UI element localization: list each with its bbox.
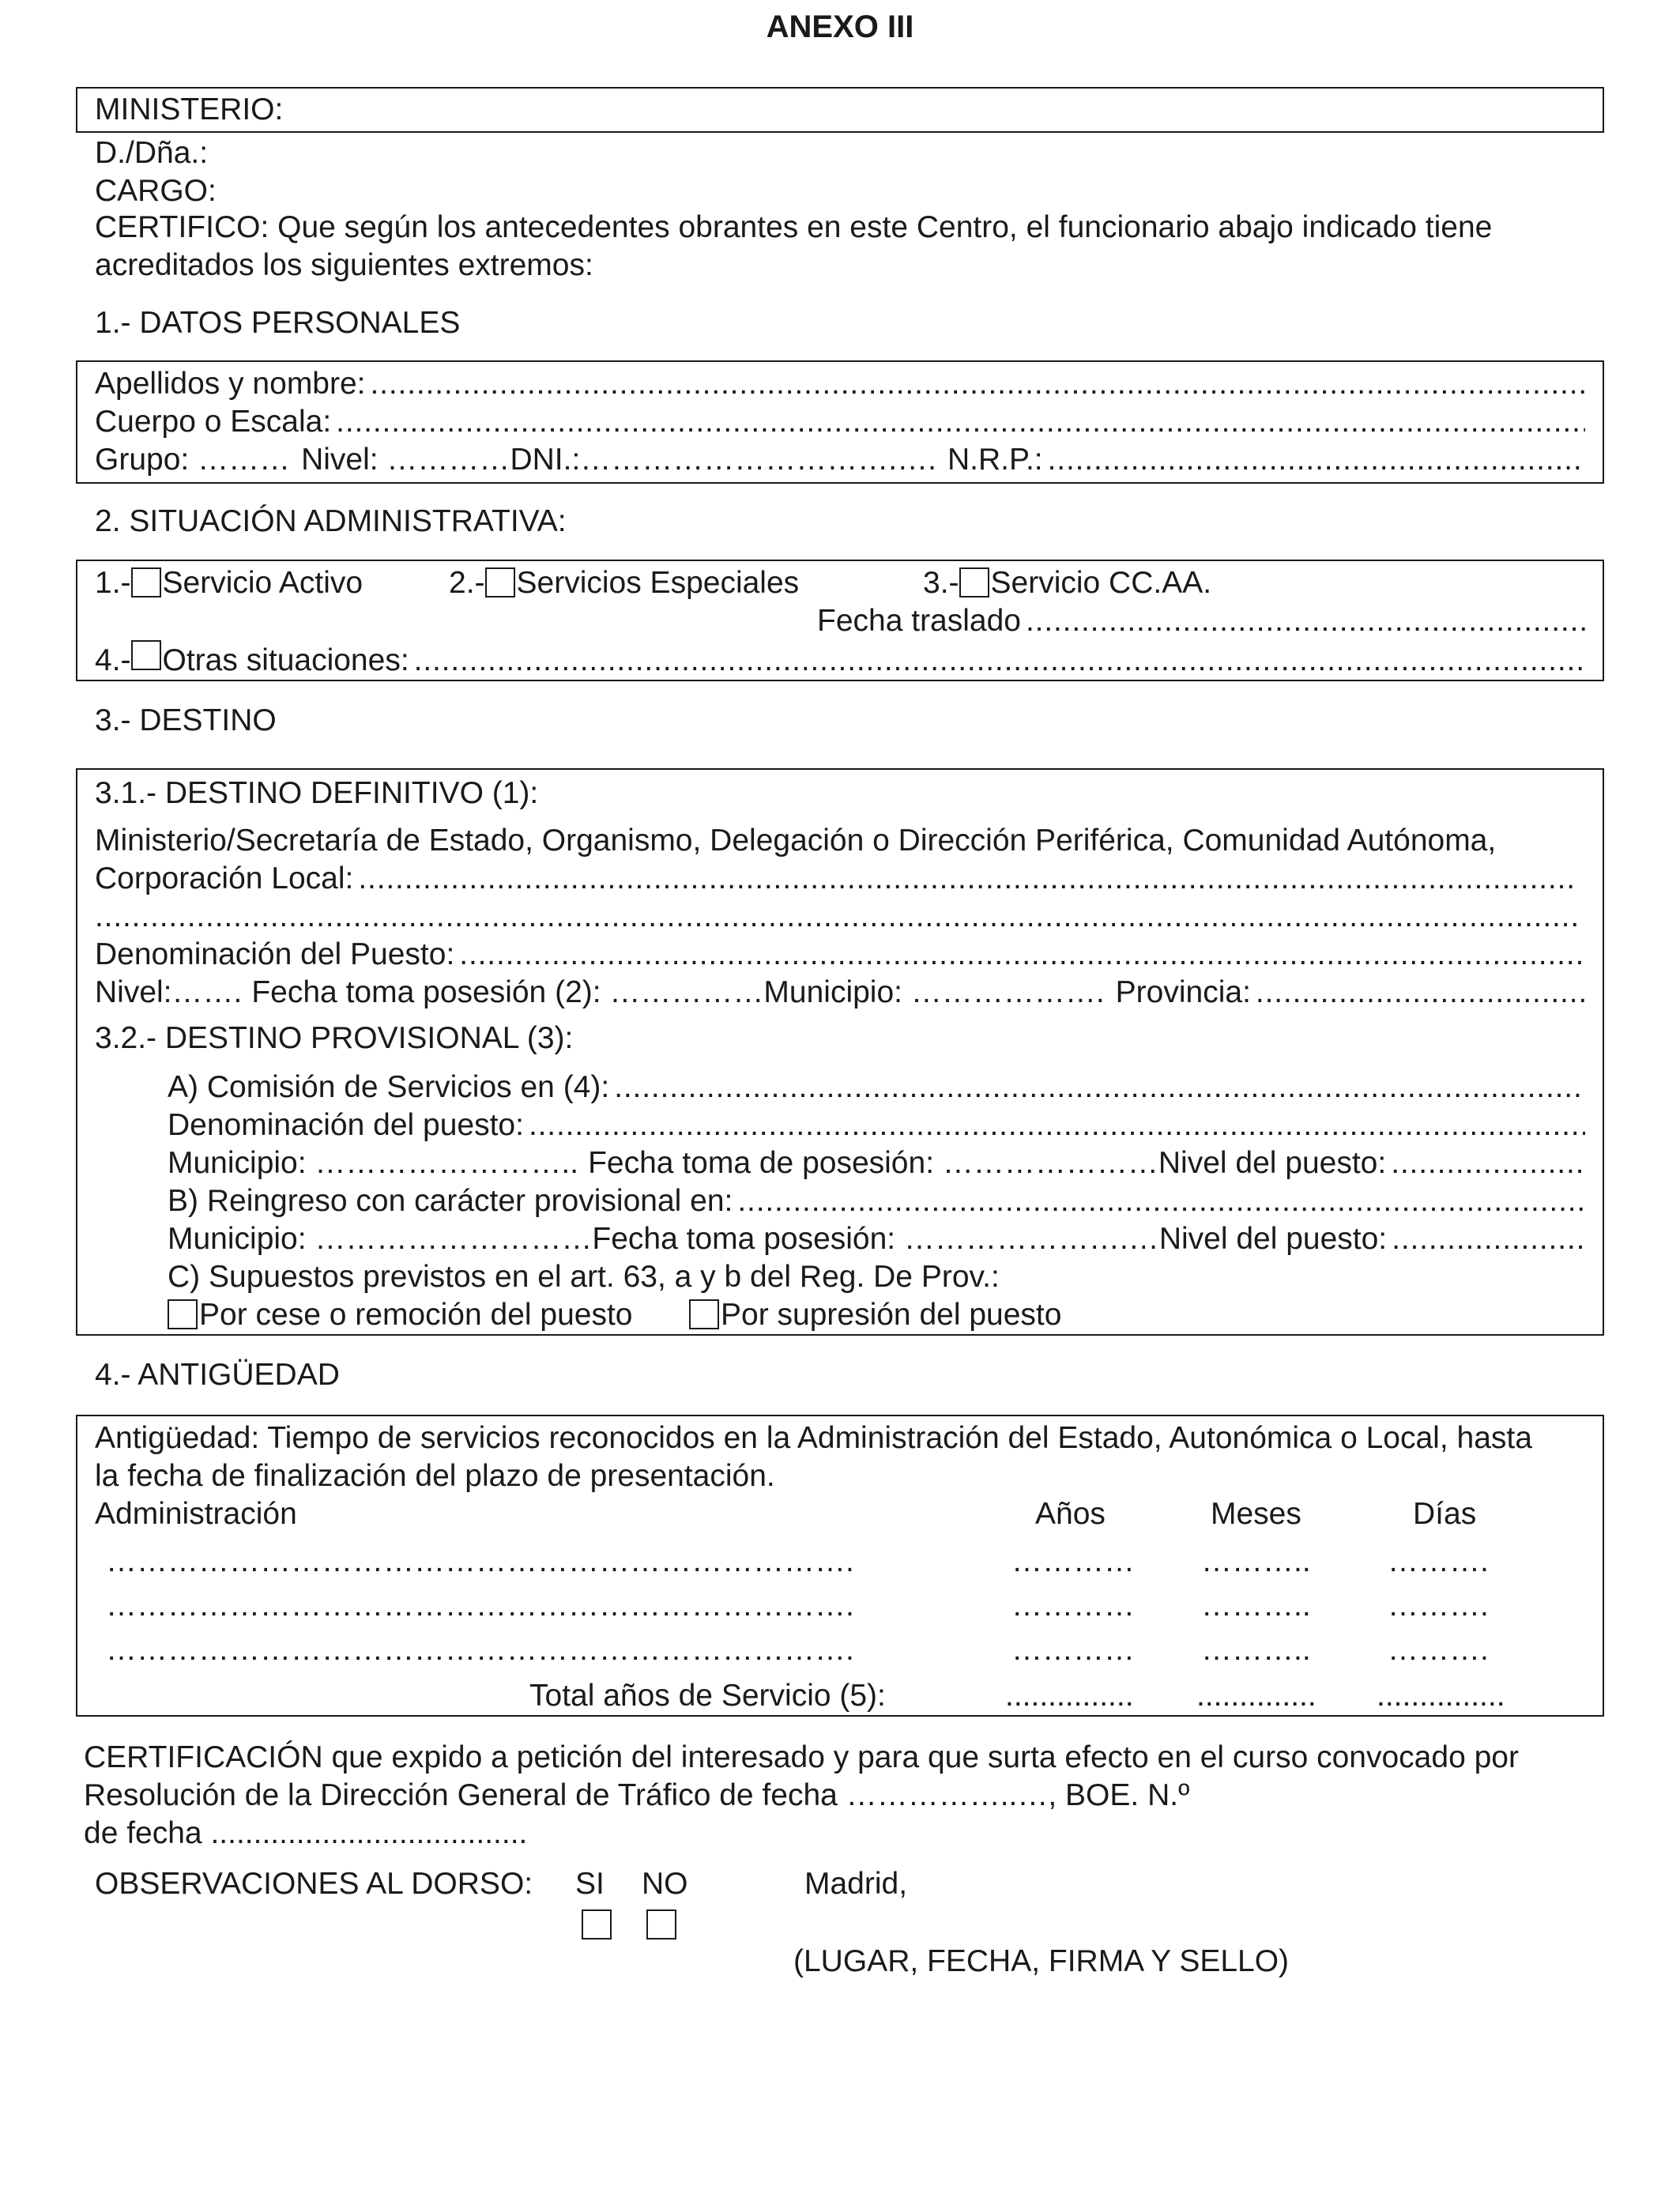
certificacion-text: CERTIFICACIÓN que expido a petición del interesado y para que surta efecto en el curso convocado por (84, 1740, 1519, 1774)
dotted-line (529, 1106, 1585, 1144)
certifico-text-2: acreditados los siguientes extremos: (95, 248, 593, 282)
denominacion-label: Denominación del Puesto: (95, 937, 455, 971)
grupo-label: Grupo: ……… (95, 443, 291, 477)
col-meses-header: Meses (1211, 1497, 1301, 1531)
anos-cell[interactable]: ………… (1011, 1544, 1135, 1578)
page-title: ANEXO III (766, 9, 914, 44)
nivel-fecha-municipio-row[interactable] (95, 974, 1585, 1012)
col-admin-header: Administración (95, 1497, 297, 1531)
dona-label: D./Dña.: (95, 136, 209, 170)
meses-cell[interactable]: ……….. (1201, 1633, 1311, 1667)
dias-cell[interactable]: ………. (1388, 1633, 1489, 1667)
destino-provisional-heading: 3.2.- DESTINO PROVISIONAL (3): (95, 1021, 574, 1055)
section2-heading: 2. SITUACIÓN ADMINISTRATIVA: (95, 504, 567, 538)
provincia-label: Provincia: (1115, 975, 1251, 1009)
dotted-line (1392, 1220, 1585, 1258)
supuestos-label: C) Supuestos previstos en el art. 63, a y b del Reg. De Prov.: (168, 1260, 1000, 1294)
firma-label: (LUGAR, FECHA, FIRMA Y SELLO) (793, 1944, 1290, 1978)
cuerpo-label: Cuerpo o Escala: (95, 405, 332, 439)
nivel-a-label: Nivel del puesto: (1158, 1146, 1387, 1180)
dotted-line (1048, 441, 1585, 479)
dotted-line (1256, 974, 1585, 1012)
opt3[interactable] (923, 564, 1211, 602)
opt2-num: 2.- (449, 566, 485, 600)
observaciones-no-checkbox[interactable] (646, 1909, 676, 1940)
opt4-label: Otras situaciones: (162, 643, 409, 677)
admin-cell[interactable]: ………………………………………………………………. (106, 1589, 854, 1623)
observaciones-si-checkbox[interactable] (582, 1909, 612, 1940)
reingreso-field[interactable] (168, 1182, 1585, 1220)
meses-cell[interactable]: ……….. (1201, 1589, 1311, 1623)
destino-definitivo-heading: 3.1.- DESTINO DEFINITIVO (1): (95, 776, 539, 810)
opt4-num: 4.- (95, 643, 131, 677)
comision-label: A) Comisión de Servicios en (4): (168, 1070, 610, 1104)
total-dias[interactable]: ............... (1377, 1679, 1505, 1713)
dotted-line (414, 642, 1585, 680)
nivel-label: Nivel: ………… (301, 443, 510, 477)
apellidos-field[interactable] (95, 365, 1585, 403)
ministerio-line: Ministerio/Secretaría de Estado, Organismo, Delegación o Dirección Periférica, Comunidad Autónoma, (95, 824, 1497, 858)
dotted-line (358, 860, 1577, 898)
dotted-line (459, 936, 1585, 974)
observaciones-label: OBSERVACIONES AL DORSO: (95, 1867, 533, 1901)
section4-heading: 4.- ANTIGÜEDAD (95, 1358, 340, 1392)
certificacion-text-2: Resolución de la Dirección General de Tráfico de fecha ……………..…, BOE. N.º (84, 1778, 1190, 1812)
dotted-line (1026, 602, 1585, 640)
servicios-especiales-checkbox[interactable] (485, 567, 515, 598)
admin-cell[interactable]: ………………………………………………………………. (106, 1544, 854, 1578)
servicio-activo-checkbox[interactable] (131, 567, 161, 598)
anos-cell[interactable]: ………… (1011, 1633, 1135, 1667)
antiguedad-desc: Antigüedad: Tiempo de servicios reconocidos en la Administración del Estado, Autonómica o Local, hasta (95, 1421, 1532, 1455)
servicio-ccaa-checkbox[interactable] (959, 567, 989, 598)
fecha-toma-label: Fecha toma posesión (2): …………… (251, 975, 764, 1009)
col-dias-header: Días (1413, 1497, 1477, 1531)
col-anos-header: Años (1035, 1497, 1106, 1531)
opt3-num: 3.- (923, 566, 959, 600)
opt2-label: Servicios Especiales (516, 566, 800, 600)
si-label: SI (575, 1867, 605, 1901)
section1-heading: 1.- DATOS PERSONALES (95, 306, 461, 340)
ministerio-box (76, 87, 1604, 133)
corporacion-field[interactable] (95, 860, 1577, 898)
cese-checkbox[interactable] (168, 1299, 198, 1329)
comision-field[interactable] (168, 1069, 1585, 1106)
supresion-label: Por supresión del puesto (721, 1298, 1062, 1332)
fecha-b-label: Fecha toma posesión: ………………….… (592, 1222, 1159, 1256)
admin-cell[interactable]: ………………………………………………………………. (106, 1633, 854, 1667)
fecha-traslado-field[interactable] (817, 602, 1585, 640)
dotted-line (336, 403, 1585, 441)
dias-cell[interactable]: ………. (1388, 1589, 1489, 1623)
meses-cell[interactable]: ……….. (1201, 1544, 1311, 1578)
certificacion-text-3: de fecha ..................................... (84, 1816, 528, 1850)
dias-cell[interactable]: ………. (1388, 1544, 1489, 1578)
fecha-traslado-label: Fecha traslado (817, 604, 1021, 638)
total-meses[interactable]: .............. (1196, 1679, 1317, 1713)
supresion-option[interactable] (689, 1296, 1061, 1334)
nrp-label: N.R.P.: (947, 443, 1043, 477)
dotted-line (737, 1182, 1585, 1220)
dotted-line (1391, 1144, 1585, 1182)
denominacion-a-field[interactable] (168, 1106, 1585, 1144)
section3-heading: 3.- DESTINO (95, 703, 277, 737)
dni-label: DNI.:………………………….…. (510, 443, 936, 477)
denominacion-a-label: Denominación del puesto: (168, 1108, 524, 1142)
corporacion-label: Corporación Local: (95, 861, 354, 895)
dotted-line (371, 365, 1585, 403)
total-label: Total años de Servicio (5): (529, 1679, 886, 1713)
anos-cell[interactable]: ………… (1011, 1589, 1135, 1623)
municipio-b-label: Municipio: ……………………… (168, 1222, 593, 1256)
municipio-a-row[interactable] (168, 1144, 1585, 1182)
cuerpo-field[interactable] (95, 403, 1585, 441)
reingreso-label: B) Reingreso con carácter provisional en: (168, 1184, 733, 1218)
municipio-label: Municipio: ………………. (763, 975, 1105, 1009)
otras-situaciones-checkbox[interactable] (131, 640, 161, 670)
no-label: NO (642, 1867, 688, 1901)
total-anos[interactable]: ............... (1005, 1679, 1134, 1713)
dotted-line (95, 898, 1577, 936)
apellidos-label: Apellidos y nombre: (95, 367, 366, 401)
denominacion-field[interactable] (95, 936, 1585, 974)
opt3-label: Servicio CC.AA. (990, 566, 1212, 600)
antiguedad-desc-2: la fecha de finalización del plazo de presentación. (95, 1459, 775, 1493)
ministerio-label: MINISTERIO: (95, 92, 284, 126)
madrid-label: Madrid, (804, 1867, 908, 1901)
opt1-num: 1.- (95, 566, 131, 600)
municipio-a-label: Municipio: …………………….. (168, 1146, 579, 1180)
nivel-label: Nivel:……. (95, 975, 243, 1009)
municipio-b-row[interactable] (168, 1220, 1585, 1258)
opt1[interactable] (95, 564, 363, 602)
opt4[interactable] (95, 640, 1585, 680)
dotted-line (614, 1069, 1585, 1106)
nivel-b-label: Nivel del puesto: (1158, 1222, 1388, 1256)
cese-option[interactable] (168, 1296, 632, 1334)
cese-label: Por cese o remoción del puesto (199, 1298, 633, 1332)
supresion-checkbox[interactable] (689, 1299, 719, 1329)
opt2[interactable] (449, 564, 799, 602)
corporacion-field-continued[interactable] (95, 898, 1577, 936)
grupo-nivel-dni-row[interactable] (95, 441, 1585, 479)
cargo-label: CARGO: (95, 174, 217, 208)
fecha-a-label: Fecha toma de posesión: ………………… (588, 1146, 1158, 1180)
opt1-label: Servicio Activo (162, 566, 363, 600)
certifico-text: CERTIFICO: Que según los antecedentes obrantes en este Centro, el funcionario abajo indicado tiene (95, 210, 1493, 244)
